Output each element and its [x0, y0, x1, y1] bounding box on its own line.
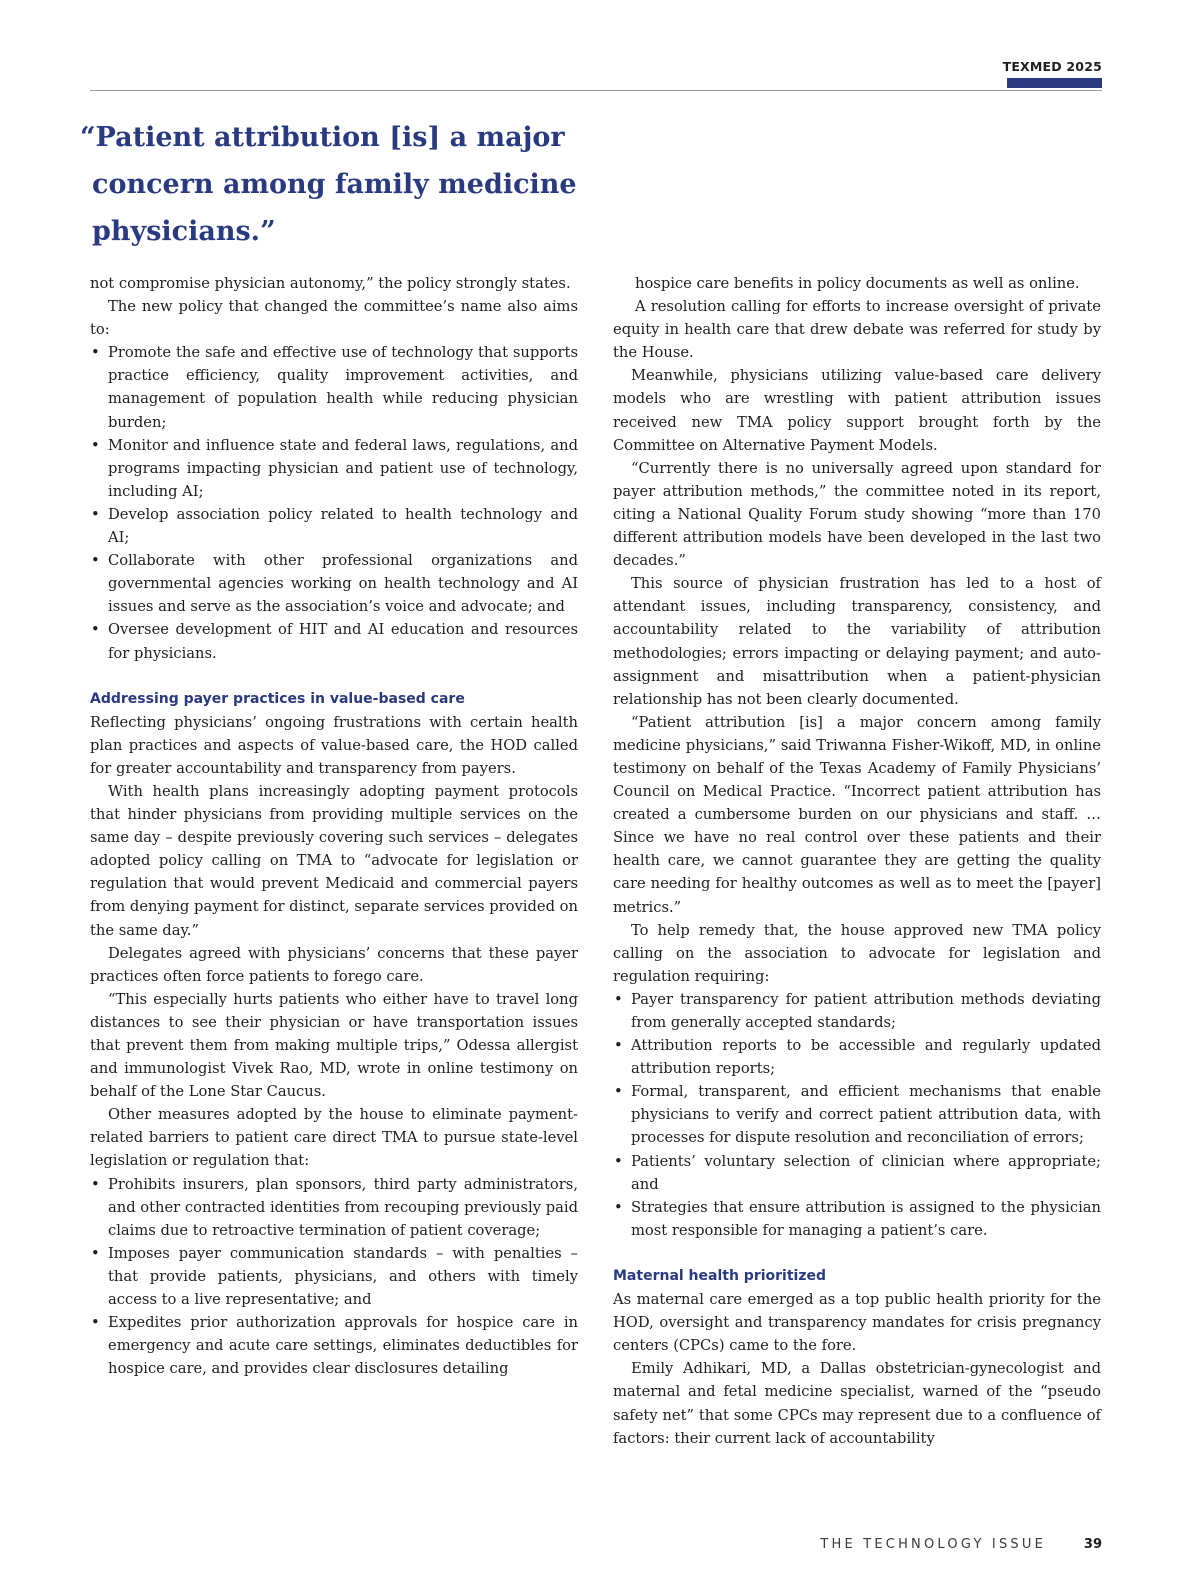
paragraph: Other measures adopted by the house to eliminate payment-related barriers to patient care direct TMA to pursue state-level legislation or regulation that:	[90, 1106, 578, 1170]
paragraph: “This especially hurts patients who either have to travel long distances to see their physician or have transportation issues that prevent them from making multiple trips,” Odessa allergist and immunologist Vivek Rao, MD, wrote in online testimony on behalf of the Lone Star Caucus.	[90, 990, 578, 1101]
paragraph: “Currently there is no universally agreed upon standard for payer attribution methods,” the committee noted in its report, citing a National Quality Forum study showing “more than 170 different attribution models have been developed in the last two decades.”	[613, 459, 1101, 570]
list-item: • Patients’ voluntary selection of clinician where appropriate; and	[613, 1150, 1101, 1196]
paragraph: With health plans increasingly adopting payment protocols that hinder physicians from providing multiple services on the same day – despite previously covering such services – delegates adopted policy calling on TMA to “advocate for legislation or regulation that would prevent Medicaid and commercial payers from denying payment for distinct, separate services provided on the same day.”	[90, 782, 578, 939]
section-tag: TEXMED 2025	[1002, 59, 1102, 74]
section-accent-bar	[1007, 78, 1102, 88]
list-item: • Imposes payer communication standards – with penalties – that provide patients, physicians, and others with timely access to a live representative; and	[90, 1242, 578, 1311]
bullet-list	[613, 988, 1101, 1242]
list-item: • Strategies that ensure attribution is assigned to the physician most responsible for managing a patient’s care.	[613, 1196, 1101, 1242]
list-item: • Expedites prior authorization approvals for hospice care in emergency and acute care settings, eliminates deductibles for hospice care, and provides clear disclosures detailing	[90, 1311, 578, 1380]
paragraph: The new policy that changed the committee’s name also aims to:	[90, 298, 578, 339]
paragraph: hospice care benefits in policy documents as well as online.	[635, 275, 1080, 292]
list-item: • Develop association policy related to health technology and AI;	[90, 503, 578, 549]
list-item: • Oversee development of HIT and AI education and resources for physicians.	[90, 618, 578, 664]
section-heading: Maternal health prioritized	[613, 1267, 827, 1284]
paragraph: To help remedy that, the house approved new TMA policy calling on the association to advocate for legislation and regulation requiring:	[613, 921, 1101, 985]
paragraph: Emily Adhikari, MD, a Dallas obstetrician-gynecologist and maternal and fetal medicine specialist, warned of the “pseudo safety net” that some CPCs may represent due to a confluence of factors: their current lack of accountability	[613, 1360, 1101, 1447]
list-item: • Collaborate with other professional organizations and governmental agencies working on health technology and AI issues and serve as the association’s voice and advocate; and	[90, 549, 578, 618]
bullet-list	[90, 1173, 578, 1381]
footer-issue-title: THE TECHNOLOGY ISSUE	[820, 1537, 1046, 1552]
list-item: • Payer transparency for patient attribution methods deviating from generally accepted standards;	[613, 988, 1101, 1034]
left-column	[90, 272, 578, 1380]
header-divider	[90, 90, 1102, 91]
list-item: • Promote the safe and effective use of technology that supports practice efficiency, quality improvement activities, and management of population health while reducing physician burden;	[90, 341, 578, 433]
paragraph: Reflecting physicians’ ongoing frustrations with certain health plan practices and aspects of value-based care, the HOD called for greater accountability and transparency from payers.	[90, 713, 578, 777]
list-item: • Attribution reports to be accessible and regularly updated attribution reports;	[613, 1034, 1101, 1080]
page-number: 39	[1083, 1537, 1102, 1552]
paragraph: “Patient attribution [is] a major concern among family medicine physicians,” said Triwanna Fisher-Wikoff, MD, in online testimony on behalf of the Texas Academy of Family Physicians’ Council on Medical Practice. “Incorrect patient attribution has created a cumbersome burden on our physicians and staff. … Since we have no real control over these patients and their health care, we cannot guarantee they are getting the quality care needing for healthy outcomes as well as to meet the [payer] metrics.”	[613, 713, 1101, 916]
paragraph: not compromise physician autonomy,” the policy strongly states.	[90, 275, 571, 292]
paragraph: A resolution calling for efforts to increase oversight of private equity in health care that drew debate was referred for study by the House.	[613, 298, 1101, 362]
right-column	[613, 272, 1101, 1450]
pull-quote-line: physicians.”	[92, 216, 276, 247]
paragraph: Meanwhile, physicians utilizing value-based care delivery models who are wrestling with patient attribution issues received new TMA policy support brought forth by the Committee on Alternative Payment Models.	[613, 367, 1101, 454]
paragraph: Delegates agreed with physicians’ concerns that these payer practices often force patients to forego care.	[90, 944, 578, 985]
pull-quote-line: “Patient attribution [is] a major	[80, 122, 565, 153]
paragraph: As maternal care emerged as a top public health priority for the HOD, oversight and transparency mandates for crisis pregnancy centers (CPCs) came to the fore.	[613, 1291, 1101, 1355]
section-heading: Addressing payer practices in value-based care	[90, 690, 465, 707]
pull-quote	[80, 114, 600, 255]
paragraph: This source of physician frustration has led to a host of attendant issues, including transparency, consistency, and accountability related to the variability of attribution methodologies; errors impacting or delaying payment; and auto-assignment and misattribution when a patient-physician relationship has not been clearly documented.	[613, 575, 1101, 708]
bullet-list	[90, 341, 578, 664]
list-item: • Formal, transparent, and efficient mechanisms that enable physicians to verify and correct patient attribution data, with processes for dispute resolution and reconciliation of errors;	[613, 1080, 1101, 1149]
pull-quote-line: concern among family medicine	[92, 169, 577, 200]
list-item: • Monitor and influence state and federal laws, regulations, and programs impacting physician and patient use of technology, including AI;	[90, 434, 578, 503]
list-item: • Prohibits insurers, plan sponsors, third party administrators, and other contracted identities from recouping previously paid claims due to retroactive termination of patient coverage;	[90, 1173, 578, 1242]
